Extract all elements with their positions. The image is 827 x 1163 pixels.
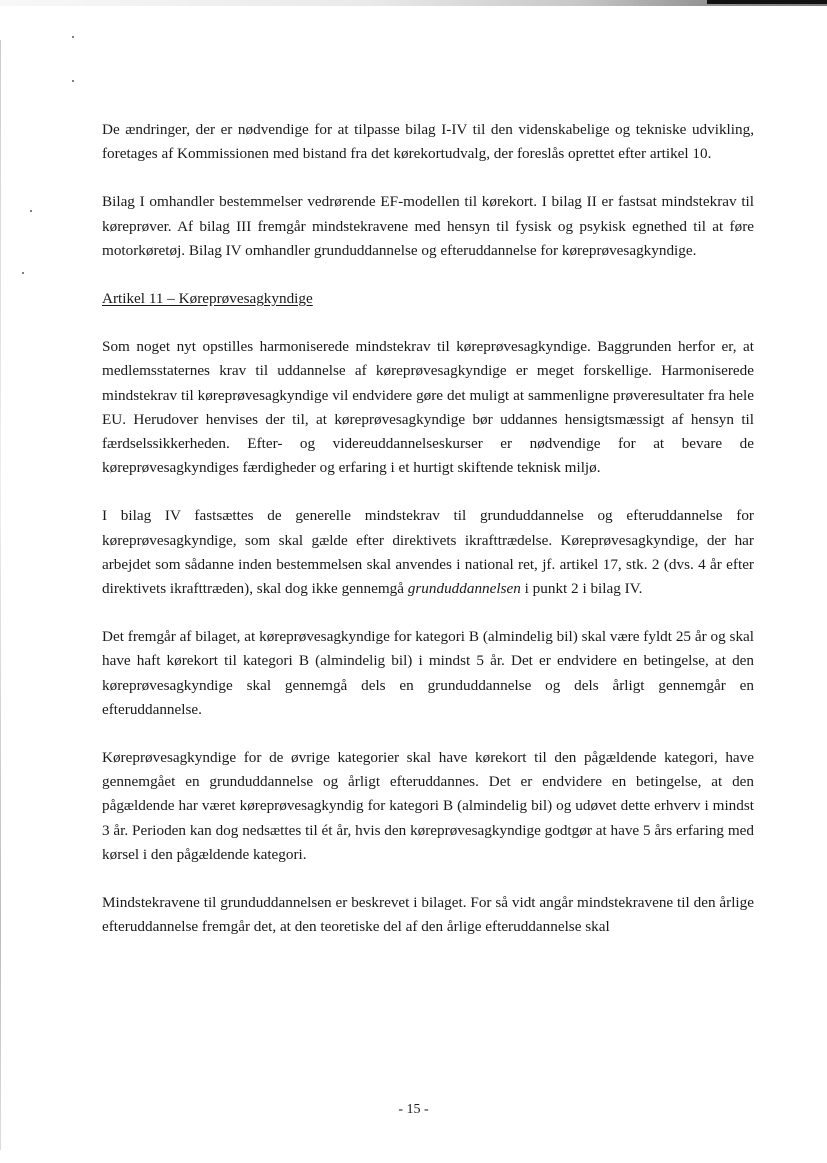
paragraph-annex-iv <box>102 504 754 601</box>
section-heading-article-11: Artikel 11 – Køreprøvesagkyndige <box>102 290 313 308</box>
scan-top-edge-dark <box>707 0 827 4</box>
paragraph-annexes: Bilag I omhandler bestemmelser vedrørende EF-modellen til kørekort. I bilag II er fastsat mindstekrav til køreprøver. Af bilag III fremgår mindstekravene med hensyn til fysisk og psykisk egnethed til at føre motorkøretøj. Bilag IV omhandler grunduddannelse og efteruddannelse for køreprøvesagkyndige. <box>102 193 754 259</box>
paragraph-harmonised-requirements: Som noget nyt opstilles harmoniserede mindstekrav til køreprøvesagkyndige. Baggrunden herfor er, at medlemsstaternes krav til uddannelse af køreprøvesagkyndige er meget forskellige. Harmoniserede mindstekrav til køreprøvesagkyndige vil endvidere gøre det muligt at sammenligne prøveresultater fra hele EU. Herudover henvises der til, at køreprøvesagkyndige bør uddannes hensigtsmæssigt af hensyn til færdselssikkerheden. Efter- og videreuddannelseskurser er nødvendige for at bevare de køreprøvesagkyndiges færdigheder og erfaring i et hurtigt skiftende teknisk miljø. <box>102 338 754 477</box>
scan-margin-line <box>0 40 1 1150</box>
paragraph-annex-iv-text-end: i punkt 2 i bilag IV. <box>520 580 643 598</box>
paragraph-annex-iv-italic: grunduddannelsen <box>407 580 521 598</box>
scan-top-edge <box>0 0 827 6</box>
paragraph-category-b: Det fremgår af bilaget, at køreprøvesagkyndige for kategori B (almindelig bil) skal være fyldt 25 år og skal have haft kørekort til kategori B (almindelig bil) i mindst 5 år. Det er endvidere en betingelse, at den køreprøvesagkyndige skal gennemgå dels en grunduddannelse og dels årligt gennemgår en efteruddannelse. <box>102 628 754 718</box>
scan-speck <box>30 210 32 212</box>
document-body <box>102 118 754 963</box>
paragraph-training-requirements: Mindstekravene til grunduddannelsen er beskrevet i bilaget. For så vidt angår mindstekravene til den årlige efteruddannelse fremgår det, at den teoretiske del af den årlige efteruddannelse skal <box>102 894 754 936</box>
scan-speck <box>72 36 74 38</box>
scan-speck <box>72 80 74 82</box>
page-number: - 15 - <box>398 1102 429 1117</box>
scan-speck <box>22 272 24 274</box>
paragraph-amendments: De ændringer, der er nødvendige for at tilpasse bilag I-IV til den videnskabelige og tekniske udvikling, foretages af Kommissionen med bistand fra det kørekortudvalg, der foreslås oprettet efter artikel 10. <box>102 121 754 163</box>
paragraph-annex-iv-text-start: I bilag IV fastsættes de generelle mindstekrav til grunduddannelse og efteruddannelse for køreprøvesagkyndige, som skal gælde efter direktivets ikrafttrædelse. Køreprøvesagkyndige, der har arbejdet som sådanne inden bestemmelsen skal anvendes i national ret, jf. artikel 17, stk. 2 (dvs. 4 år efter direktivets ikrafttræden), skal dog ikke gennemgå <box>102 507 754 598</box>
paragraph-other-categories: Køreprøvesagkyndige for de øvrige kategorier skal have kørekort til den pågældende kategori, have gennemgået en grunduddannelse og årligt efteruddannes. Det er endvidere en betingelse, at den pågældende har været køreprøvesagkyndig for kategori B (almindelig bil) og udøvet dette erhverv i mindst 3 år. Perioden kan dog nedsættes til ét år, hvis den køreprøvesagkyndige godtgør at have 5 års erfaring med kørsel i den pågældende kategori. <box>102 749 754 863</box>
